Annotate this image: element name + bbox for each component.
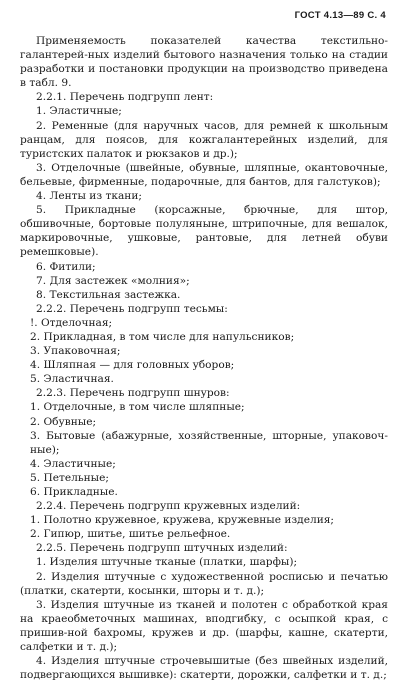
list-item: 5. Петельные;	[30, 471, 109, 484]
list-item: 3. Бытовые (абажурные, хозяйственные, шторные, упаковоч-ные);	[30, 429, 388, 456]
list-item: 4. Эластичные;	[30, 457, 116, 470]
list-item: 4. Шляпная — для головных уборов;	[30, 359, 235, 372]
list-item: 3. Изделия штучные из тканей и полотен с обработкой края на краеобметочных машинах, вподгибку, с осыпкой края, с пришив-ной бахромы, кружев и др. (шарфы, кашне, скатерти, салфетки и т. д.);	[20, 598, 388, 654]
list-item: !. Отделочная;	[30, 316, 113, 329]
section-heading-lace: 2.2.4. Перечень подгрупп кружевных изделий:	[36, 500, 301, 513]
list-item: 3. Отделочные (швейные, обувные, шляпные, окантовочные, бельевые, фирменные, подарочные, для бантов, для галстуков);	[20, 161, 388, 188]
list-item: 4. Ленты из ткани;	[36, 190, 142, 203]
document-body	[20, 34, 388, 682]
list-item: 6. Фитили;	[36, 260, 96, 273]
list-item: 1. Отделочные, в том числе шляпные;	[30, 401, 245, 414]
section-heading-ribbons: 2.2.1. Перечень подгрупп лент:	[36, 91, 214, 104]
list-item: 1. Полотно кружевное, кружева, кружевные изделия;	[30, 514, 335, 527]
list-item: 2. Изделия штучные с художественной росписью и печатью (платки, скатерти, косынки, шторы и т. д.);	[20, 570, 388, 597]
section-heading-cords: 2.2.3. Перечень подгрупп шнуров:	[36, 387, 230, 400]
list-item: 5. Эластичная.	[30, 373, 114, 386]
list-item: 4. Изделия штучные строчевышитые (без швейных изделий, подвергающихся вышивке): скатерти, дорожки, салфетки и т. д.;	[20, 655, 388, 682]
list-item: 7. Для застежек «молния»;	[36, 274, 190, 287]
list-item: 5. Прикладные (корсажные, брючные, для штор, обшивочные, бортовые полуляныне, штрипочные, для вешалок, маркировочные, ушковые, рантовые, для летней обуви ремешковые).	[20, 204, 388, 259]
list-item: 2. Прикладная, в том числе для напульсников;	[30, 330, 295, 343]
list-item: 8. Текстильная застежка.	[36, 288, 181, 301]
list-item: 1. Изделия штучные тканые (платки, шарфы);	[36, 556, 298, 569]
list-item: 6. Прикладные.	[30, 486, 118, 498]
section-heading-piece-goods: 2.2.5. Перечень подгрупп штучных изделий:	[36, 542, 288, 555]
section-heading-braid: 2.2.2. Перечень подгрупп тесьмы:	[36, 302, 228, 315]
paragraph-intro: Применяемость показателей качества текстильно-галантерей-ных изделий бытового назначения только на стадии разработки и постановки продукции на производство приведена в табл. 9.	[20, 35, 388, 90]
list-item: 2. Гипюр, шитье, шитье рельефное.	[30, 528, 231, 541]
list-item: 2. Ременные (для наручных часов, для ремней к школьным ранцам, для поясов, для кожгалантерейных изделий, для туристских палаток и рюкзаков и др.);	[20, 119, 388, 160]
page-header: ГОСТ 4.13—89 С. 4	[294, 10, 386, 21]
list-item: 2. Обувные;	[30, 415, 97, 428]
list-item: 3. Упаковочная;	[30, 345, 121, 358]
list-item: 1. Эластичные;	[36, 105, 122, 118]
